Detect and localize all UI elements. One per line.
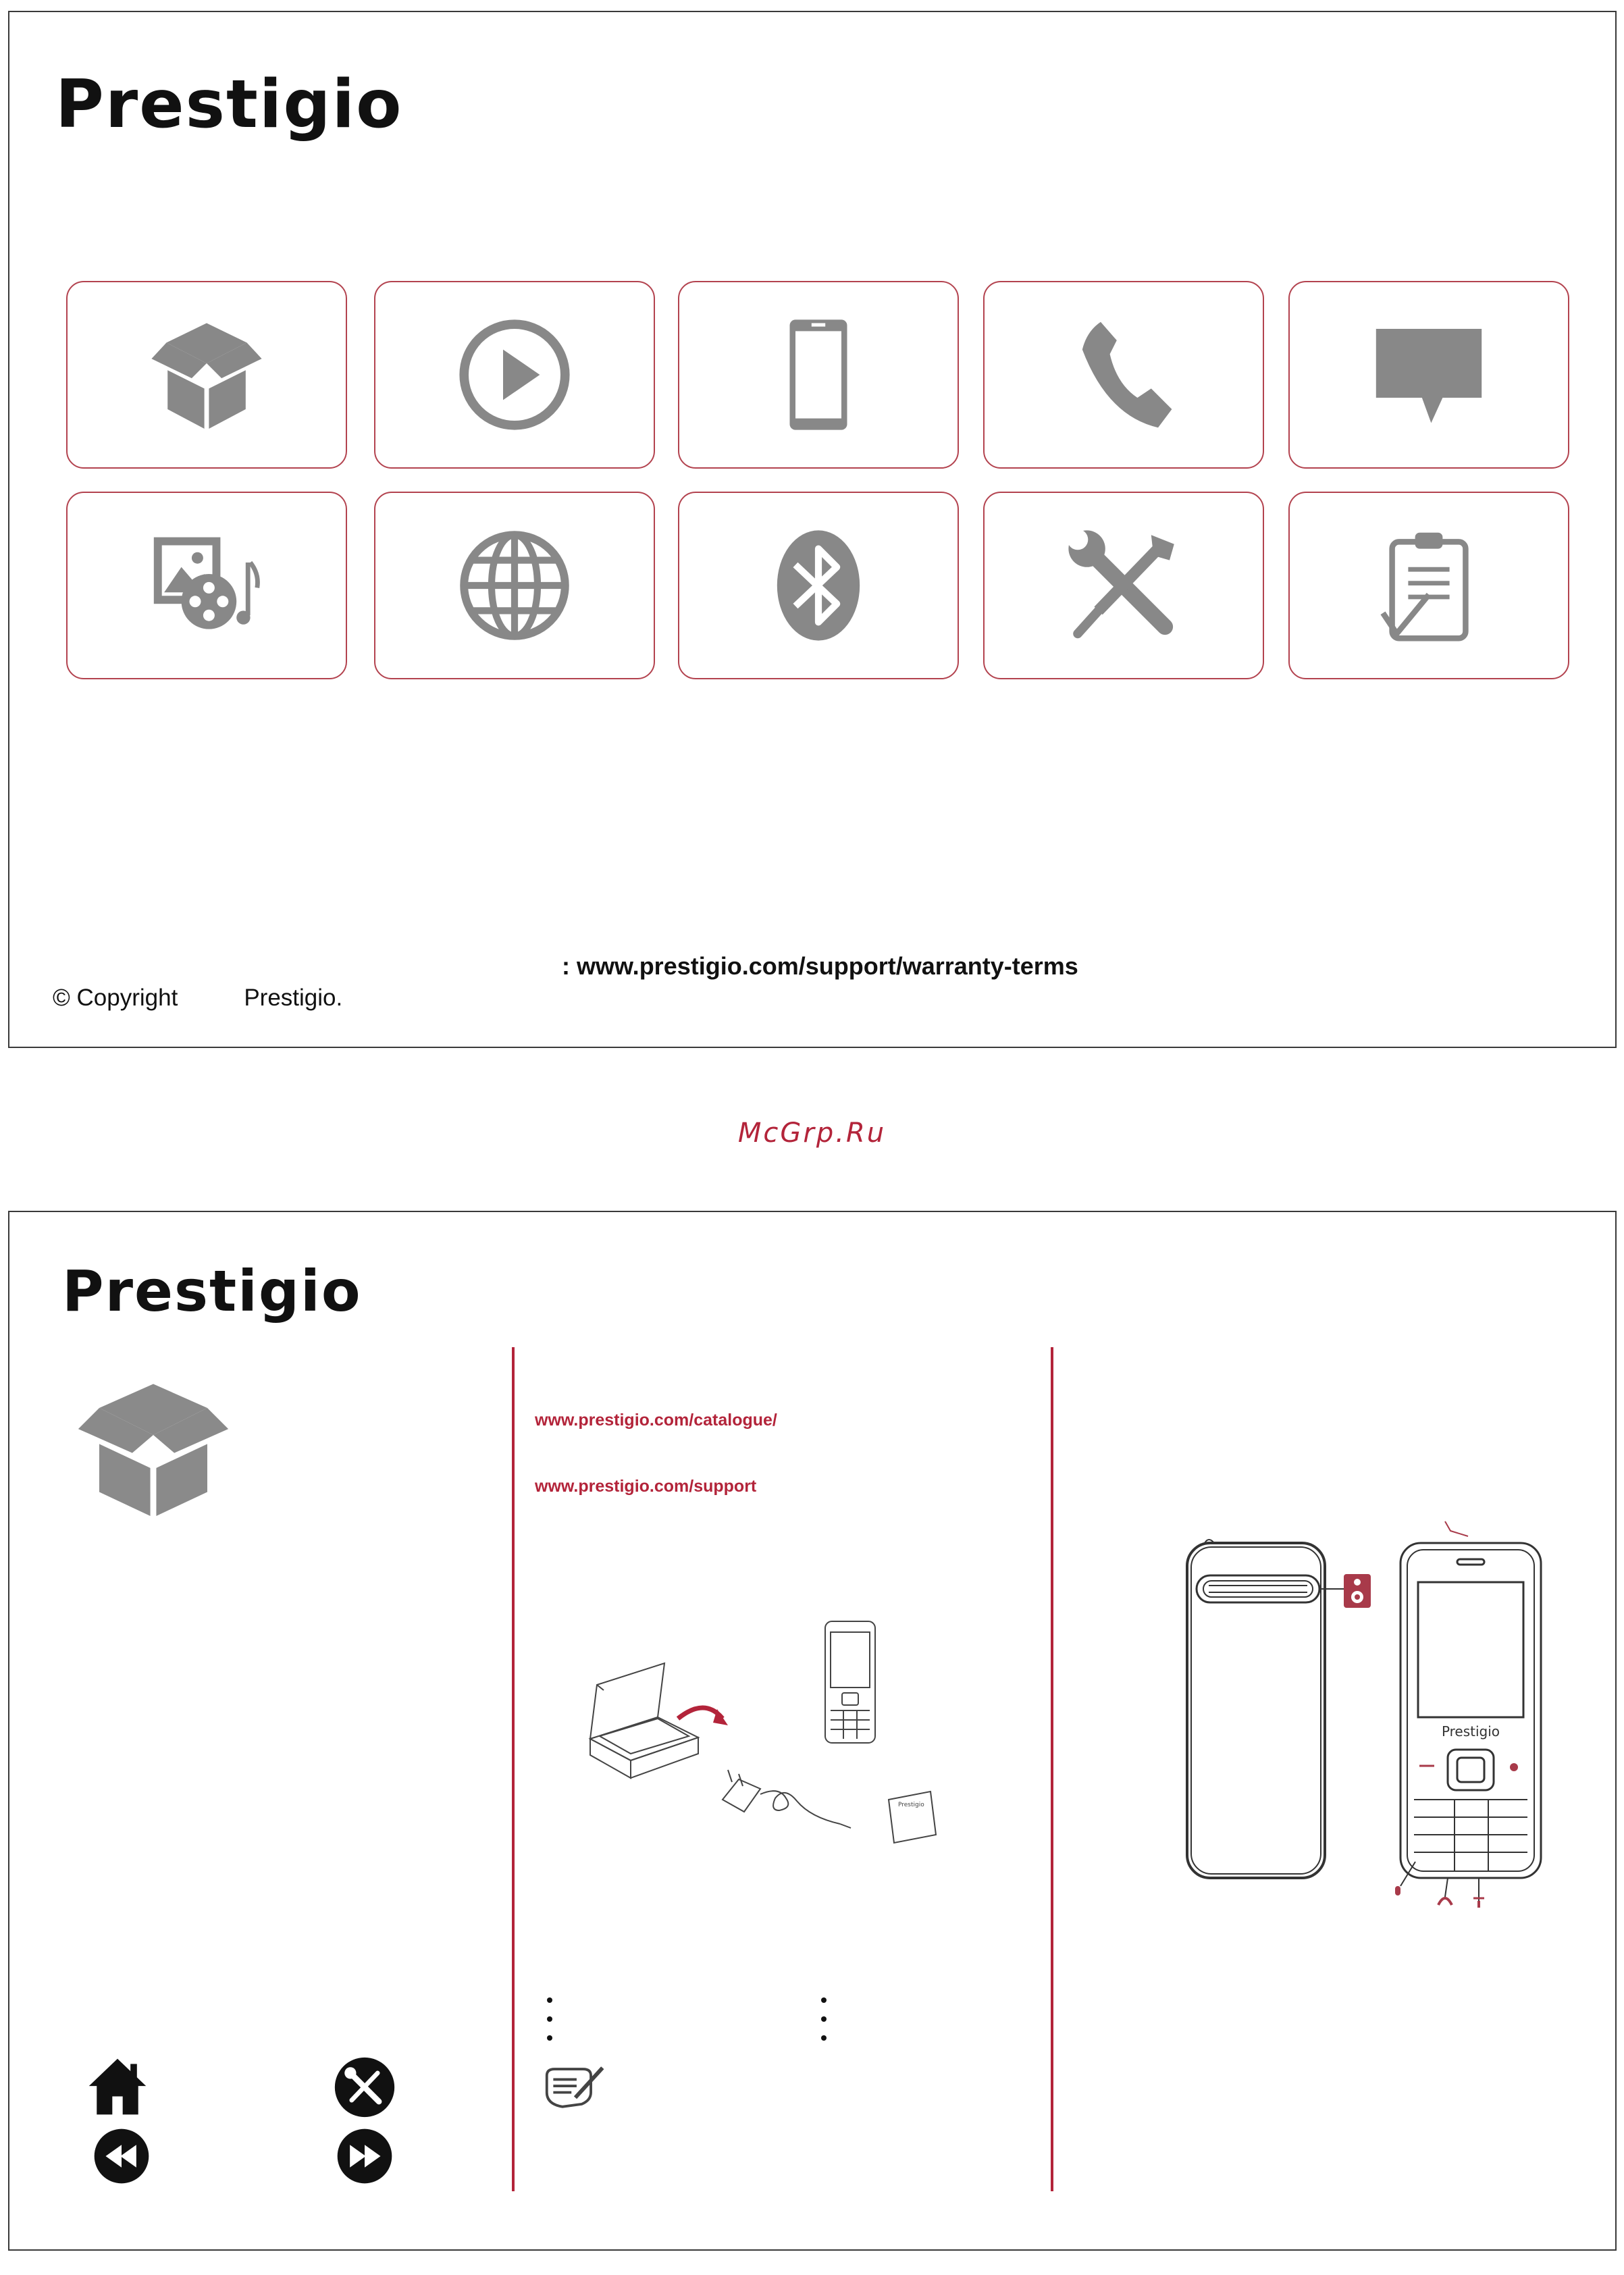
manual-drawing	[889, 1792, 936, 1843]
tile-bluetooth[interactable]	[678, 492, 959, 679]
home-icon[interactable]	[85, 2055, 150, 2120]
brand-logo: Prestigio	[55, 66, 403, 143]
open-box-drawing	[590, 1663, 698, 1778]
tile-messages[interactable]	[1288, 281, 1569, 469]
manual-package-page	[8, 1211, 1617, 2251]
fast-forward-icon[interactable]	[336, 2128, 393, 2185]
bullet-dot	[547, 2035, 552, 2041]
column-divider-left	[512, 1347, 515, 2191]
tile-internet[interactable]	[374, 492, 655, 679]
message-icon	[1371, 317, 1486, 432]
warranty-url[interactable]: www.prestigio.com/support/warranty-terms	[577, 952, 1078, 980]
play-icon	[457, 317, 572, 432]
copyright-label: © Copyright	[53, 985, 178, 1011]
multimedia-icon	[149, 528, 264, 643]
bullet-dot	[821, 2035, 827, 2041]
phone-drawing	[825, 1621, 875, 1743]
tile-settings[interactable]	[983, 492, 1264, 679]
package-contents-illustration	[583, 1617, 948, 1867]
phone-brand-label: Prestigio	[1441, 1723, 1500, 1740]
warranty-prefix: :	[562, 952, 570, 980]
brand-logo: Prestigio	[62, 1258, 362, 1324]
globe-icon	[457, 528, 572, 643]
tile-box[interactable]	[66, 281, 347, 469]
smartphone-icon	[761, 317, 876, 432]
copyright-brand: Prestigio.	[244, 985, 343, 1011]
warranty-line	[562, 952, 1078, 980]
box-icon	[76, 1381, 231, 1516]
rewind-icon[interactable]	[93, 2128, 150, 2185]
tile-calls[interactable]	[983, 281, 1264, 469]
tools-icon[interactable]	[332, 2055, 397, 2120]
support-link[interactable]: www.prestigio.com/support	[535, 1477, 757, 1496]
tools-icon	[1066, 528, 1181, 643]
phone-handset-icon	[1066, 317, 1181, 432]
tile-multimedia[interactable]	[66, 492, 347, 679]
tile-play[interactable]	[374, 281, 655, 469]
column-divider-right	[1051, 1347, 1053, 2191]
phone-front-view	[1400, 1521, 1541, 1901]
watermark: McGrp.Ru	[737, 1118, 887, 1149]
microphone-icon	[1395, 1886, 1400, 1895]
box-icon	[149, 317, 264, 432]
phone-back-view	[1187, 1540, 1344, 1878]
clipboard-icon	[1371, 528, 1486, 643]
manual-cover-page	[8, 11, 1617, 1048]
bullet-dot	[821, 1997, 827, 2003]
speaker-icon	[1344, 1574, 1371, 1608]
phone-views-illustration	[1178, 1516, 1563, 1908]
bullet-dot	[821, 2016, 827, 2022]
headphone-icon	[1438, 1898, 1452, 1905]
manual-brand-label: Prestigio	[898, 1802, 924, 1808]
note-pencil-icon	[543, 2063, 608, 2110]
tile-specifications[interactable]	[1288, 492, 1569, 679]
catalogue-link[interactable]: www.prestigio.com/catalogue/	[535, 1411, 777, 1430]
bluetooth-icon	[761, 528, 876, 643]
tile-smartphone[interactable]	[678, 281, 959, 469]
bullet-dot	[547, 1997, 552, 2003]
charger-drawing	[723, 1770, 851, 1828]
bullet-dot	[547, 2016, 552, 2022]
copyright-line	[53, 985, 342, 1012]
